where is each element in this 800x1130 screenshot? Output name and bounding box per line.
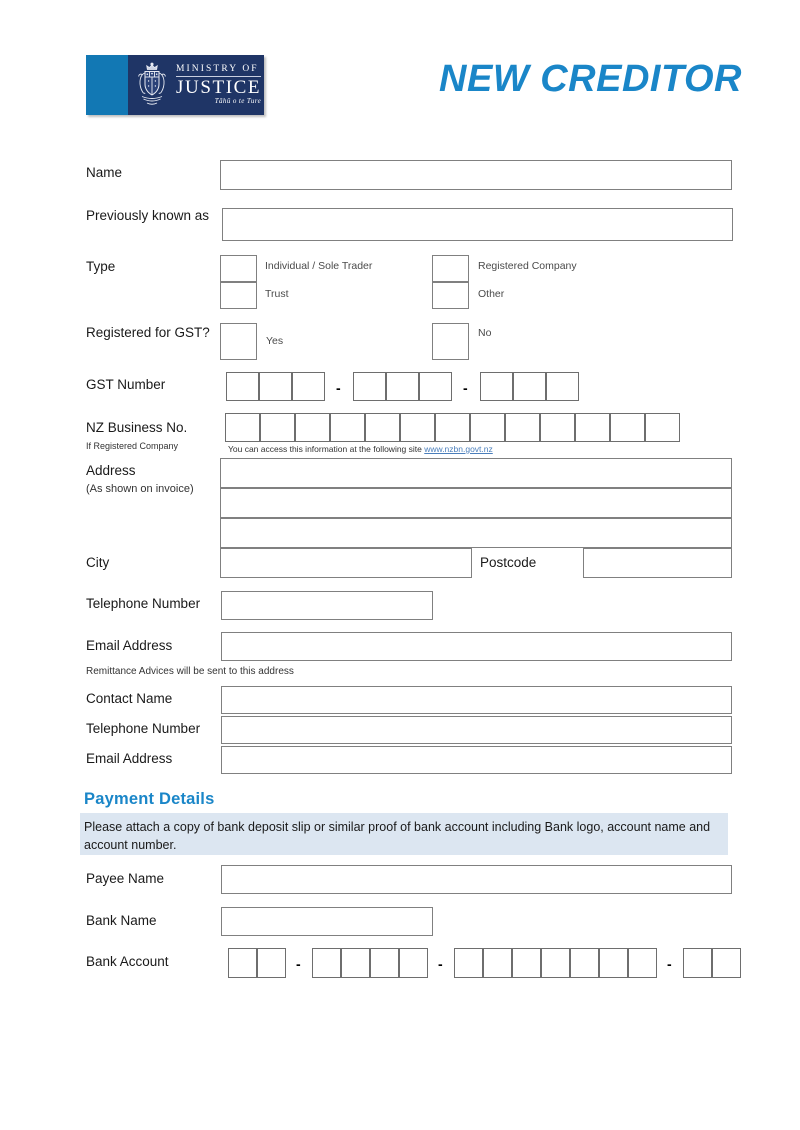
nz-business-no-cell[interactable] (610, 413, 645, 442)
payment-details-note: Please attach a copy of bank deposit slip or similar proof of bank account including Bank logo, account name and account number. (80, 813, 728, 855)
gst-number-cell[interactable] (480, 372, 513, 401)
input-address-line-1[interactable] (220, 458, 732, 488)
bank-account-cell[interactable] (454, 948, 483, 978)
label-postcode: Postcode (480, 555, 537, 570)
nz-business-no-cell[interactable] (330, 413, 365, 442)
option-label-registered-company: Registered Company (478, 260, 577, 272)
nz-business-no-cell[interactable] (260, 413, 295, 442)
separator-dash: - (667, 956, 672, 972)
label-type: Type (86, 259, 116, 274)
label-email-address: Email Address (86, 638, 173, 653)
bank-account-cell[interactable] (228, 948, 257, 978)
gst-number-cell[interactable] (259, 372, 292, 401)
logo-line-maori: Tāhū o te Ture (214, 96, 262, 105)
bank-account-cell[interactable] (257, 948, 286, 978)
ministry-of-justice-logo (86, 55, 264, 115)
label-city: City (86, 555, 110, 570)
input-telephone-number[interactable] (221, 591, 433, 620)
page-title: NEW CREDITOR (439, 58, 742, 100)
label-gst-number: GST Number (86, 377, 166, 392)
checkbox-type-other[interactable] (432, 282, 469, 309)
input-address-line-3[interactable] (220, 518, 732, 548)
option-label-other: Other (478, 288, 505, 300)
nz-business-no-cell[interactable] (400, 413, 435, 442)
nzbn-hint-text: You can access this information at the following site (228, 444, 425, 454)
nz-business-no-cell[interactable] (225, 413, 260, 442)
checkbox-gst-no[interactable] (432, 323, 469, 360)
gst-number-cell[interactable] (419, 372, 452, 401)
option-label-individual: Individual / Sole Trader (265, 260, 373, 272)
gst-number-cell[interactable] (386, 372, 419, 401)
remittance-hint: Remittance Advices will be sent to this address (86, 666, 294, 677)
bank-account-cell[interactable] (599, 948, 628, 978)
separator-dash: - (296, 956, 301, 972)
nz-business-no-cell[interactable] (575, 413, 610, 442)
input-bank-name[interactable] (221, 907, 433, 936)
bank-account-cell[interactable] (370, 948, 399, 978)
page-header (0, 0, 800, 140)
label-nz-business-no: NZ Business No. (86, 420, 188, 435)
option-label-trust: Trust (265, 288, 289, 300)
bank-account-cell[interactable] (341, 948, 370, 978)
checkbox-type-trust[interactable] (220, 282, 257, 309)
input-payee-name[interactable] (221, 865, 732, 894)
logo-line-justice: JUSTICE (176, 76, 262, 98)
label-bank-name: Bank Name (86, 913, 157, 928)
nz-business-no-cell[interactable] (365, 413, 400, 442)
nz-business-no-cell[interactable] (505, 413, 540, 442)
input-address-line-2[interactable] (220, 488, 732, 518)
label-payee-name: Payee Name (86, 871, 165, 886)
checkbox-type-registered-company[interactable] (432, 255, 469, 282)
separator-dash: - (336, 379, 341, 396)
bank-account-cell[interactable] (628, 948, 657, 978)
nz-business-no-cell[interactable] (435, 413, 470, 442)
bank-account-cell[interactable] (541, 948, 570, 978)
nzbn-website-link[interactable]: www.nzbn.govt.nz (424, 444, 493, 454)
logo-wordmark (176, 65, 261, 105)
bank-account-cell[interactable] (312, 948, 341, 978)
checkbox-gst-yes[interactable] (220, 323, 257, 360)
sublabel-address: (As shown on invoice) (86, 483, 194, 495)
separator-dash: - (438, 956, 443, 972)
label-bank-account: Bank Account (86, 954, 169, 969)
gst-number-cell[interactable] (513, 372, 546, 401)
label-name: Name (86, 165, 123, 180)
option-label-gst-yes: Yes (266, 335, 284, 347)
nz-business-no-cell[interactable] (295, 413, 330, 442)
input-postcode[interactable] (583, 548, 732, 578)
label-contact-name: Contact Name (86, 691, 173, 706)
gst-number-cell[interactable] (546, 372, 579, 401)
input-contact-telephone-number[interactable] (221, 716, 732, 744)
bank-account-cell[interactable] (399, 948, 428, 978)
bank-account-cell[interactable] (483, 948, 512, 978)
input-contact-email-address[interactable] (221, 746, 732, 774)
input-contact-name[interactable] (221, 686, 732, 714)
label-previously-known-as: Previously known as (86, 208, 210, 223)
label-registered-for-gst: Registered for GST? (86, 325, 210, 340)
input-email-address[interactable] (221, 632, 732, 661)
nz-business-no-cell[interactable] (470, 413, 505, 442)
logo-line-ministry-of: MINISTRY OF (176, 64, 259, 75)
gst-number-cell[interactable] (353, 372, 386, 401)
section-title-payment-details: Payment Details (84, 790, 215, 808)
label-telephone-number: Telephone Number (86, 596, 201, 611)
gst-number-cell[interactable] (292, 372, 325, 401)
bank-account-cell[interactable] (512, 948, 541, 978)
label-contact-telephone-number: Telephone Number (86, 721, 201, 736)
label-contact-email-address: Email Address (86, 751, 173, 766)
bank-account-cell[interactable] (570, 948, 599, 978)
sublabel-if-registered-company: If Registered Company (86, 441, 179, 451)
bank-account-cell[interactable] (683, 948, 712, 978)
nz-business-no-cell[interactable] (540, 413, 575, 442)
logo-blue-band (86, 55, 128, 115)
option-label-gst-no: No (478, 327, 492, 339)
logo-navy-panel (128, 55, 264, 115)
input-name[interactable] (220, 160, 732, 190)
gst-number-cell[interactable] (226, 372, 259, 401)
input-previously-known-as[interactable] (222, 208, 733, 241)
nzbn-hint (228, 444, 493, 455)
bank-account-cell[interactable] (712, 948, 741, 978)
checkbox-type-individual[interactable] (220, 255, 257, 282)
input-city[interactable] (220, 548, 472, 578)
separator-dash: - (463, 379, 468, 396)
nz-coat-of-arms-icon (134, 62, 170, 108)
label-address: Address (86, 463, 136, 478)
nz-business-no-cell[interactable] (645, 413, 680, 442)
